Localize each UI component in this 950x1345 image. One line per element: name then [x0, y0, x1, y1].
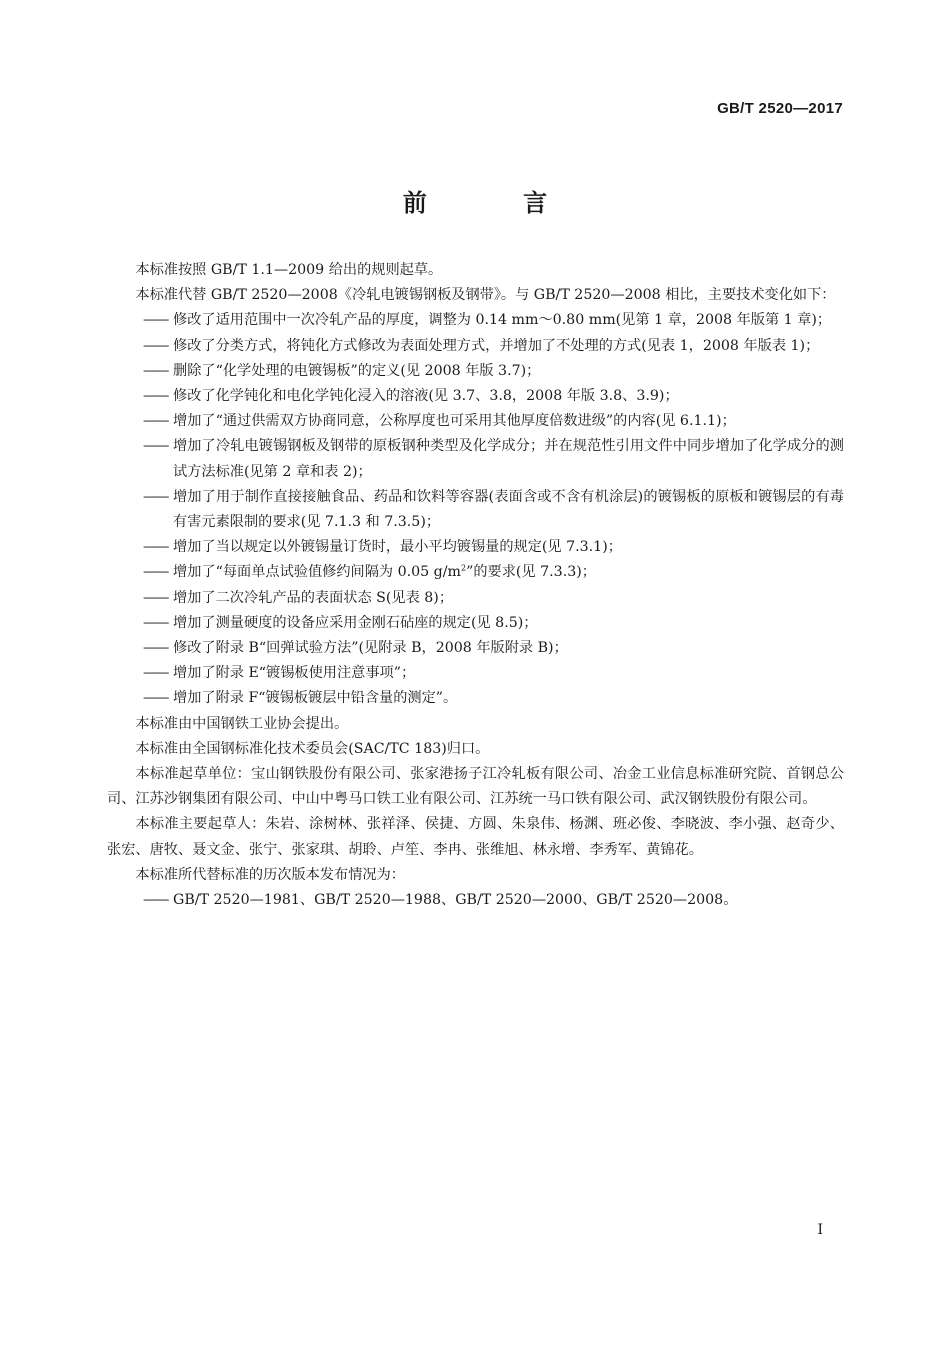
- change-item: —— 增加了测量硬度的设备应采用金刚石砧座的规定(见 8.5)；: [107, 611, 844, 636]
- dash-mark: ——: [143, 640, 168, 657]
- dash-mark: ——: [143, 665, 168, 682]
- dash-mark: ——: [143, 488, 168, 505]
- dash-mark: ——: [143, 362, 168, 379]
- dash-mark: ——: [143, 438, 168, 455]
- replacement-paragraph: 本标准代替 GB/T 2520—2008《冷轧电镀锡钢板及钢带》。与 GB/T 2520—2008 相比，主要技术变化如下：: [135, 287, 836, 304]
- drafting-units-paragraph: 本标准起草单位：宝山钢铁股份有限公司、张家港扬子江冷轧板有限公司、冶金工业信息标准研究院、首钢总公司、江苏沙钢集团有限公司、中山中粤马口铁工业有限公司、江苏统一马口铁有限公司、武汉钢铁股份有限公司。: [107, 766, 844, 808]
- change-item: —— 增加了附录 E“镀锡板使用注意事项”；: [107, 661, 844, 686]
- dash-mark: ——: [143, 589, 168, 606]
- dash-mark: ——: [143, 690, 168, 707]
- change-item: —— 修改了附录 B“回弹试验方法”(见附录 B，2008 年版附录 B)；: [107, 636, 844, 661]
- dash-mark: ——: [143, 337, 168, 354]
- change-item: —— 修改了分类方式，将钝化方式修改为表面处理方式，并增加了不处理的方式(见表 1，2008 年版表 1)；: [107, 334, 844, 359]
- change-item: —— 增加了用于制作直接接触食品、药品和饮料等容器(表面含或不含有机涂层)的镀锡板的原板和镀锡层的有毒有害元素限制的要求(见 7.1.3 和 7.3.5)；: [107, 485, 844, 535]
- dash-mark: ——: [143, 564, 168, 581]
- dash-mark: ——: [143, 388, 168, 405]
- drafting-rule-paragraph: 本标准按照 GB/T 1.1—2009 给出的规则起草。: [135, 262, 443, 278]
- page-number: I: [817, 1222, 823, 1238]
- change-item: —— 修改了适用范围中一次冷轧产品的厚度，调整为 0.14 mm～0.80 mm(见第 1 章，2008 年版第 1 章)；: [107, 308, 844, 333]
- change-item: —— 增加了二次冷轧产品的表面状态 S(见表 8)；: [107, 586, 844, 611]
- change-item: —— 增加了附录 F“镀锡板镀层中铅含量的测定”。: [107, 686, 844, 711]
- dash-mark: ——: [143, 614, 168, 631]
- change-item: —— 删除了“化学处理的电镀锡板”的定义(见 2008 年版 3.7)；: [107, 359, 844, 384]
- history-intro-paragraph: 本标准所代替标准的历次版本发布情况为：: [135, 866, 405, 883]
- dash-mark: ——: [143, 892, 168, 909]
- change-item: —— 增加了“每面单点试验值修约间隔为 0.05 $g/m^2$”的要求(见 7.3.3)；: [107, 560, 844, 585]
- drafters-paragraph: 本标准主要起草人：朱岩、涂树林、张祥泽、侯捷、方圆、朱泉伟、杨渊、班必俊、李晓波、李小强、赵奇少、张宏、唐牧、聂文金、张宁、张家琪、胡聆、卢笙、李冉、张维旭、林永增、李秀军、黄锦花。: [107, 816, 844, 858]
- dash-mark: ——: [143, 539, 168, 556]
- standard-number: GB/T 2520—2017: [717, 100, 843, 117]
- change-item: —— 修改了化学钝化和电化学钝化浸入的溶液(见 3.7、3.8，2008 年版 3.8、3.9)；: [107, 384, 844, 409]
- change-item: —— 增加了当以规定以外镀锡量订货时，最小平均镀锡量的规定(见 7.3.1)；: [107, 535, 844, 560]
- dash-mark: ——: [143, 413, 168, 430]
- change-item: —— 增加了冷轧电镀锡钢板及钢带的原板钢种类型及化学成分；并在规范性引用文件中同步增加了化学成分的测试方法标准(见第 2 章和表 2)；: [107, 434, 844, 484]
- change-item: —— 增加了“通过供需双方协商同意，公称厚度也可采用其他厚度倍数进级”的内容(见 6.1.1)；: [107, 409, 844, 434]
- history-item: —— GB/T 2520—1981、GB/T 2520—1988、GB/T 2520—2000、GB/T 2520—2008。: [107, 888, 844, 913]
- page-title: 前 言: [402, 189, 592, 217]
- administration-paragraph: 本标准由全国钢标准化技术委员会(SAC/TC 183)归口。: [135, 740, 490, 757]
- document-body: [107, 258, 844, 913]
- proposer-paragraph: 本标准由中国钢铁工业协会提出。: [135, 715, 349, 732]
- superscript: 2: [461, 563, 467, 573]
- dash-mark: ——: [143, 312, 168, 329]
